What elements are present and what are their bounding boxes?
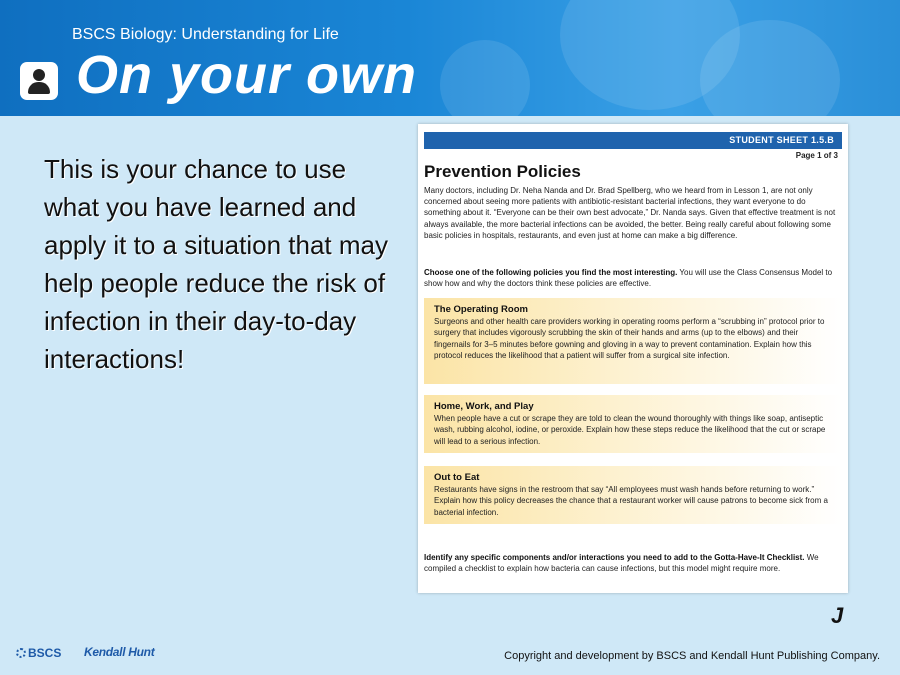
sheet-label: STUDENT SHEET 1.5.B [424,132,842,149]
bscs-logo-text: BSCS [28,646,62,660]
policy-operating-room [424,298,842,384]
policy-title: The Operating Room [434,304,528,315]
bscs-logo-icon [16,648,26,658]
closing-rest-text: We compiled a checklist to explain how bacteria can cause infections, but this model might require more. [424,553,819,574]
page-title: On your own [76,45,417,105]
policy-title: Out to Eat [434,472,480,483]
header-banner [0,0,900,116]
policy-text: When people have a cut or scrape they are told to clean the wound thoroughly with things like soap, antiseptic wash, rubbing alcohol, iodine, or peroxide. Explain how these steps reduce the likelihood that the cut or scrape will lead to a serious infection. [434,414,826,446]
choose-rest-text: You will use the Class Consensus Model to show how and why the doctors think these policies are effective. [424,268,833,289]
choose-bold-text: Choose one of the following policies you find the most interesting. [424,268,678,277]
student-sheet [418,124,848,593]
policy-title: Home, Work, and Play [434,401,534,412]
person-icon [20,62,58,100]
decorative-shape [440,40,530,116]
copyright-text: Copyright and development by BSCS and Kendall Hunt Publishing Company. [504,650,880,662]
sheet-choose-paragraph [424,267,840,289]
sheet-closing-paragraph [424,552,840,574]
person-icon-head [33,69,45,81]
intro-text: This is your chance to use what you have learned and apply it to a situation that may help people reduce the risk of infection in their day-to-day interactions! [44,154,388,374]
policy-home-work-play [424,395,842,453]
policy-text: Restaurants have signs in the restroom that say “All employees must wash hands before returning to work.” Explain how this policy decreases the chance that a restaurant worker will cause patrons to become sick from a bacterial infection. [434,485,828,517]
sheet-title: Prevention Policies [424,162,581,181]
bscs-logo [16,646,61,660]
policy-out-to-eat [424,466,842,524]
closing-bold-text: Identify any specific components and/or interactions you need to add to the Gotta-Have-It Checklist. [424,553,805,562]
sheet-intro-paragraph: Many doctors, including Dr. Neha Nanda and Dr. Brad Spellberg, who we heard from in Lesson 1, are not only concerned about seeing more patients with antibiotic-resistant bacterial infections, they want everyone to do something about it. “Everyone can be their own best advocate,” Dr. Nanda says. Given that effective treatment is not always available, the more bacterial infections can be avoided, the better. Being really careful about following some basic policies in hospitals, restaurants, and even just at home can make a big difference. [424,186,836,240]
sheet-page-number: Page 1 of 3 [795,151,838,160]
person-icon-body [28,82,50,94]
slide-letter: J [831,603,844,628]
course-subtitle: BSCS Biology: Understanding for Life [72,26,339,43]
kendall-hunt-logo: Kendall Hunt [84,645,155,659]
policy-text: Surgeons and other health care providers working in operating rooms perform a “scrubbing in” protocol prior to surgery that includes vigorously scrubbing the skin of their hands and arms (up to the elbows) and their fingernails for 3–5 minutes before gowning and gloving in a way to prevent contamination. Explain how this protocol reduces the likelihood that a patient will suffer from a surgical site infection. [434,317,825,360]
